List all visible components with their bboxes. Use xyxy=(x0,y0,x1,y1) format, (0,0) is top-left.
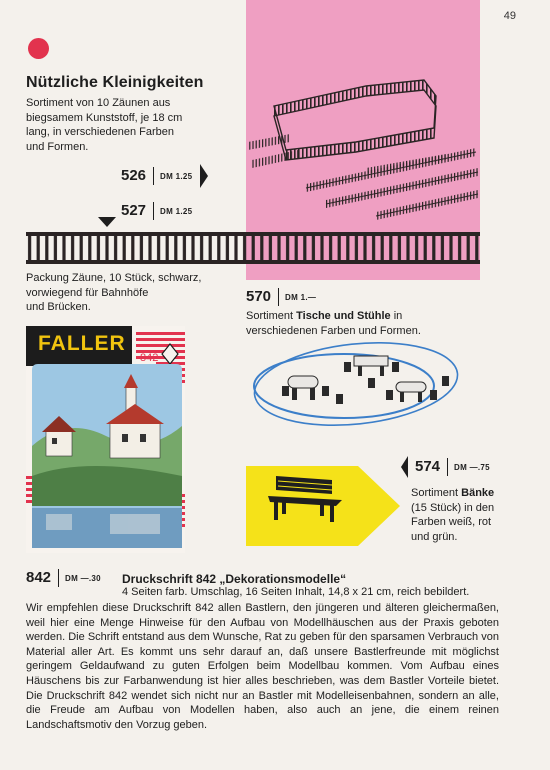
price-label: DM —.75 xyxy=(454,462,490,472)
separator xyxy=(153,202,154,220)
article-number: 526 xyxy=(121,167,147,184)
desc-text: Sortiment xyxy=(246,310,297,322)
separator xyxy=(447,458,448,476)
product-842 xyxy=(26,569,101,587)
article-number: 570 xyxy=(246,288,272,305)
benches-illustration xyxy=(246,466,400,546)
article-number: 574 xyxy=(415,458,441,475)
body-paragraph: Wir empfehlen diese Druckschrift 842 allen Bastlern, den jüngeren und älteren gleichermaßen, weil hier eine Menge Hinweise für den Aufbau von Modellhäuschen aus der Praxis geboten werden. Die Schrift entstand aus dem Wunsche, Rat zu geben für den sparsamen Verbrauch von Material aller Art. Es kommt uns sehr darauf an, daß unsere Bastlerfreunde mit möglichst geringem Geldaufwand zu guten Erfolgen beim Modellbau kommen. Vom Aufbau eines Häuschens bis zur Farbanwendung ist hier alles beschrieben, was dem Bastler Vorteile bietet. Die Druckschrift 842 wendet sich nicht nur an Bastler mit Modelleisenbahnen, sondern an alle, die Freude am Aufbau von Modellen haben, also auch an jene, die einem reinen Landschaftsmotiv den Vorzug geben. xyxy=(26,602,499,731)
arrow-right-icon xyxy=(200,164,208,188)
article-number: 527 xyxy=(121,202,147,219)
desc-text: (15 Stück) in den Farben weiß, rot und grün. xyxy=(411,501,495,543)
price-label: DM 1.25 xyxy=(160,206,193,216)
separator xyxy=(153,167,154,185)
arrow-left-icon xyxy=(401,456,408,478)
tables-chairs-illustration xyxy=(246,338,480,426)
product-526 xyxy=(121,164,208,188)
price-label: DM 1.— xyxy=(285,292,317,302)
tables-chairs-photo xyxy=(246,338,480,426)
desc-bold-text: Tische und Stühle xyxy=(296,310,391,322)
desc-bold-text: Bänke xyxy=(461,487,495,499)
booklet-842-cover xyxy=(26,326,185,553)
product-574-description xyxy=(411,486,511,544)
desc-text: Sortiment xyxy=(411,487,462,499)
article-number: 842 xyxy=(26,569,52,586)
red-dot-marker xyxy=(28,38,49,59)
section-heading: Nützliche Kleinigkeiten xyxy=(26,74,204,91)
ladder-fence-illustration xyxy=(26,232,480,264)
booklet-brand: FALLER xyxy=(38,332,126,355)
desc-text: in verschiedenen Farben und Formen. xyxy=(246,310,421,337)
product-570 xyxy=(246,288,316,306)
booklet-title: Druckschrift 842 „Dekorationsmodelle“ xyxy=(122,572,347,586)
benches-photo xyxy=(246,466,400,546)
separator xyxy=(58,569,59,587)
booklet-details: 4 Seiten farb. Umschlag, 16 Seiten Inhalt, 14,8 x 21 cm, reich bebildert. xyxy=(122,586,470,598)
section-description: Sortiment von 10 Zäunen aus biegsamem Kunststoff, je 18 cm lang, in verschiedenen Farben und Formen. xyxy=(26,97,183,153)
booklet-cover-illustration xyxy=(26,326,185,553)
booklet-number: 842 xyxy=(140,352,159,364)
price-label: DM —.30 xyxy=(65,573,101,583)
page-number: 49 xyxy=(503,10,516,22)
separator xyxy=(278,288,279,306)
product-527 xyxy=(121,202,192,220)
product-527-description: Packung Zäune, 10 Stück, schwarz, vorwiegend für Bahnhöfe und Brücken. xyxy=(26,272,202,313)
product-570-description xyxy=(246,309,486,338)
price-label: DM 1.25 xyxy=(160,171,193,181)
arrow-down-icon xyxy=(98,214,116,232)
product-574 xyxy=(401,456,490,478)
ladder-fence-photo xyxy=(26,232,480,264)
